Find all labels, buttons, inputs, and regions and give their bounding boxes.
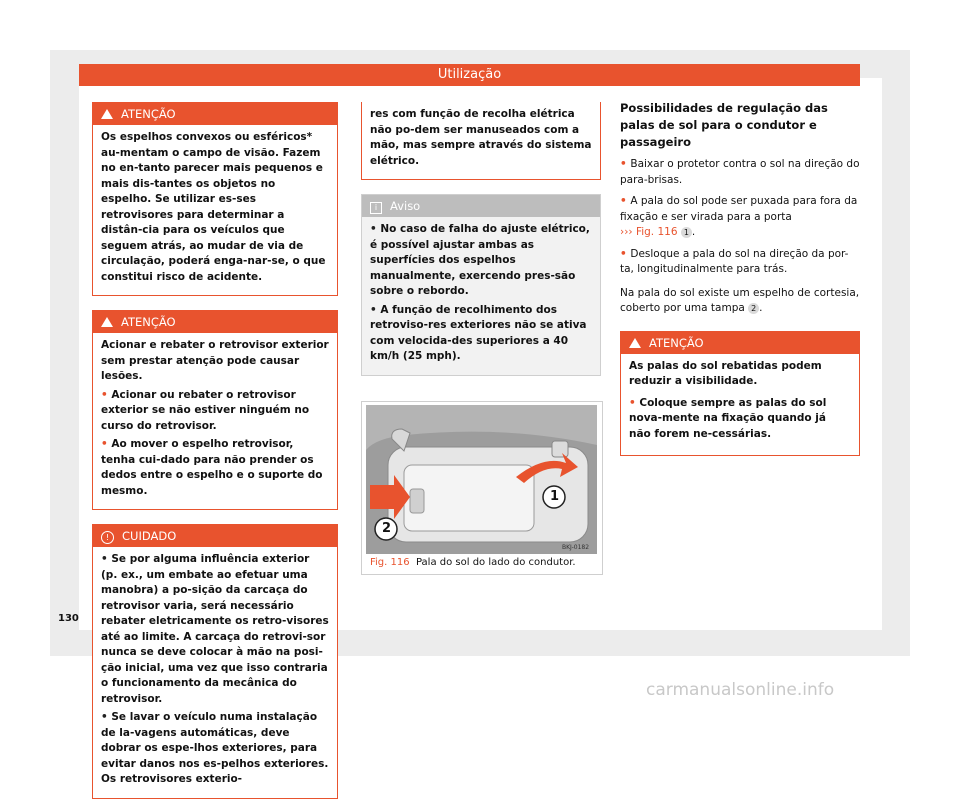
caution-header <box>93 525 337 547</box>
crossref-arrows: ››› <box>620 226 633 238</box>
warning-header <box>93 311 337 333</box>
warning-body <box>621 354 859 456</box>
column-3 <box>620 100 860 456</box>
page-number: 130 <box>58 613 79 624</box>
caution-continued-body <box>362 102 600 179</box>
bullet-text: Ao mover o espelho retrovisor, tenha cui-dado para não prender os dedos entre o espelho e o suporte do mesmo. <box>101 438 323 497</box>
warning-body <box>93 125 337 295</box>
bullet-icon: • <box>101 711 112 723</box>
chapter-header: Utilização <box>79 64 860 86</box>
bullet-text: Acionar ou rebater o retrovisor exterior se não estiver ninguém no curso do retrovisor. <box>101 388 310 432</box>
warning-triangle-icon <box>629 338 641 348</box>
warning-header <box>93 103 337 125</box>
caution-box <box>92 524 338 799</box>
bullet-text: Baixar o protetor contra o sol na direção do para-brisas. <box>620 158 860 186</box>
bullet-icon: • <box>629 396 640 409</box>
column-1 <box>92 102 338 799</box>
warning-text: Os espelhos convexos ou esféricos* au-mentam o campo de visão. Fazem no en-tanto parecer mais pequenos e mais dis-tantes os objetos no espelho. Se utilizar es-ses retrovisores para determinar a distân-cia para os veículos que seguem atrás, ao mudar de via de circulação, poderá enga-nar-se, o que constitui risco de acidente. <box>101 131 326 283</box>
callout-ref-2: 2 <box>748 303 759 314</box>
paragraph-text: Na pala do sol existe um espelho de cortesia, coberto por uma tampa <box>620 286 860 314</box>
caution-circle-icon: ! <box>101 531 114 544</box>
warning-box-2 <box>92 310 338 510</box>
figure-caption-text: Pala do sol do lado do condutor. <box>415 557 576 568</box>
warning-body <box>93 333 337 509</box>
note-bullet <box>370 222 592 300</box>
regulation-bullet-3 <box>620 247 860 278</box>
note-body <box>362 217 600 375</box>
figure-link[interactable]: Fig. 116 <box>635 226 678 238</box>
warning-intro: Acionar e rebater o retrovisor exterior sem prestar atenção pode causar lesões. <box>101 339 329 382</box>
caution-body <box>93 547 337 798</box>
warning-intro: As palas do sol rebatidas podem reduzir a visibilidade. <box>629 359 822 387</box>
warning-bullet <box>629 396 851 443</box>
bullet-icon: • <box>101 388 112 401</box>
watermark: carmanualsonline.info <box>646 680 835 700</box>
bullet-icon: • <box>620 247 631 260</box>
bullet-icon: • <box>620 158 631 170</box>
figure-caption <box>370 557 576 568</box>
figure-code: BKJ-0182 <box>562 544 590 551</box>
warning-box-1 <box>92 102 338 296</box>
bullet-text: Desloque a pala do sol na direção da por-ta, longitudinalmente para trás. <box>620 247 849 275</box>
caution-box-continued <box>361 102 601 180</box>
regulation-bullet-1 <box>620 157 860 188</box>
caution-bullet <box>101 710 329 788</box>
sun-visor-illustration <box>366 405 597 554</box>
bullet-text: A pala do sol pode ser puxada para fora da fixação e ser virada para a porta <box>620 195 858 223</box>
figure-label: Fig. 116 <box>370 557 410 568</box>
regulation-heading: Possibilidades de regulação das palas de sol para o condutor e passageiro <box>620 101 828 149</box>
bullet-text: Coloque sempre as palas do sol nova-mente na fixação quando já não forem ne-cessárias. <box>629 396 827 440</box>
note-bullet <box>370 303 592 365</box>
warning-box-3 <box>620 331 860 457</box>
warning-header <box>621 332 859 354</box>
note-header <box>362 195 600 217</box>
bullet-icon: • <box>620 195 631 207</box>
warning-bullet <box>101 437 329 499</box>
bullet-text: No caso de falha do ajuste elétrico, é possível ajustar ambas as superfícies dos espelhos manualmente, exercendo pres-são sobre o rebordo. <box>370 223 590 297</box>
note-label: Aviso <box>390 199 421 213</box>
mirror-paragraph: Na pala do sol existe um espelho de cortesia, coberto por uma tampa 2 . <box>620 286 860 314</box>
bullet-icon: • <box>370 223 381 235</box>
figure-116 <box>361 401 603 575</box>
caution-bullet <box>101 552 329 707</box>
note-box <box>361 194 601 376</box>
callout-1: 1 <box>550 489 560 504</box>
warning-label: ATENÇÃO <box>649 335 704 350</box>
warning-label: ATENÇÃO <box>121 107 176 121</box>
bullet-icon: • <box>101 553 112 565</box>
warning-triangle-icon <box>101 317 113 327</box>
warning-bullet <box>101 388 329 435</box>
info-icon: i <box>370 202 382 214</box>
caution-label: CUIDADO <box>122 529 177 543</box>
bullet-text: Se por alguma influência exterior (p. ex., um embate ao efetuar uma manobra) a po-sição da carcaça do retrovisor varia, será necessário rebater eletricamente os retro-visores até ao limite. A carcaça do retrovi-sor nunca se deve colocar à mão na posi-ção inicial, uma vez que isso contraria o funcionamento da mecânica do retrovisor. <box>101 553 329 705</box>
callout-ref-1: 1 <box>681 227 692 238</box>
warning-triangle-icon <box>101 109 113 119</box>
bullet-icon: • <box>101 438 112 450</box>
bullet-text: Se lavar o veículo numa instalação de la-vagens automáticas, deve dobrar os espe-lhos exteriores, para evitar danos nos es-pelhos exteriores. Os retrovisores exterio- <box>101 711 329 785</box>
bullet-text: A função de recolhimento dos retroviso-res exteriores não se ativa com velocida-des superiores a 40 km/h (25 mph). <box>370 303 587 362</box>
warning-label: ATENÇÃO <box>121 315 176 329</box>
callout-2: 2 <box>382 521 392 536</box>
sun-visor-drawing <box>366 405 597 554</box>
bullet-icon: • <box>370 303 381 316</box>
caution-continued-text: res com função de recolha elétrica não po-dem ser manuseados com a mão, mas sempre através do sistema elétrico. <box>370 108 592 167</box>
regulation-bullet-2: • A pala do sol pode ser puxada para fora da fixação e ser virada para a porta ››› Fig. 116 1 . <box>620 195 858 238</box>
